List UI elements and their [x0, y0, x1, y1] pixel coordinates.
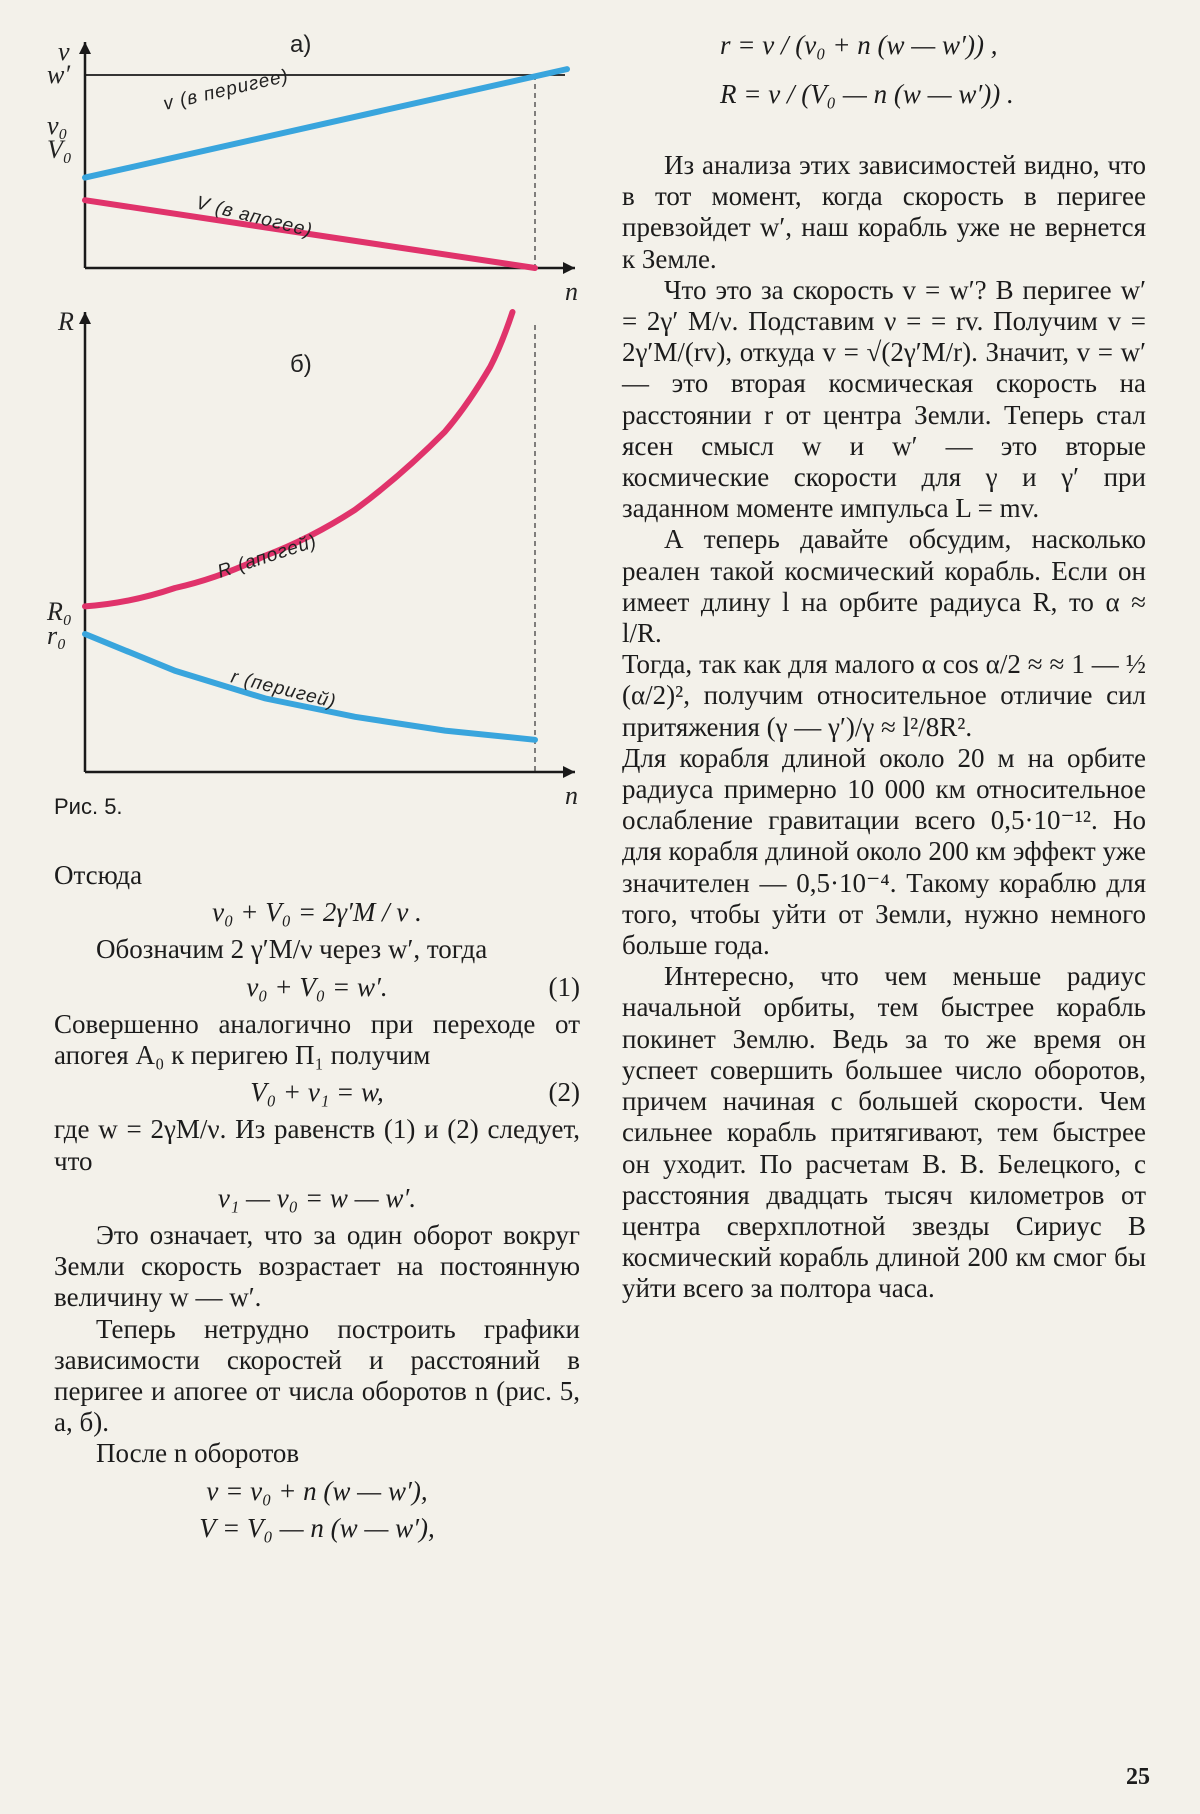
y-axis-label: R [58, 307, 74, 336]
right-column [622, 150, 1146, 1305]
paragraph: Обозначим 2 γ′M/ν через w′, тогда [96, 934, 488, 965]
equation-r: r = ν / (v₀ + n (w — w′)) , [720, 30, 998, 60]
equation-R: R = ν / (V₀ — n (w — w′)) . [720, 79, 1014, 109]
paragraph: Теперь нетрудно построить графики зависимости скоростей и расстояний в перигее и апогее от числа оборотов n (рис. 5, а, б). [54, 1313, 580, 1438]
paragraph: Что это за скорость v = w′? В перигее w′ = 2γ′ M/ν. Подставим ν = = rv. Получим v = 2γ′M/(rv), откуда v = √(2γ′M/r). Значит, v = w′ — это вторая космическая скорость на расстоянии r от центра Земли. Теперь стал ясен смысл w и w′ — это вторые космические скорости для γ и γ′ при заданном моменте импульса L = mv. [622, 274, 1146, 524]
y-tick-label: V₀ [47, 135, 72, 164]
equation-numbered [54, 972, 580, 1003]
equation: v₁ — v₀ = w — w′. [217, 1182, 417, 1213]
paragraph: После n оборотов [96, 1438, 300, 1469]
y-axis-arrow [79, 42, 91, 54]
top-right-equations [720, 30, 1140, 128]
series-label: r (перигей) [228, 666, 339, 713]
equation: V = V₀ — n (w — w′), [199, 1512, 435, 1543]
equation-body: v₀ + V₀ = w′. [246, 971, 388, 1002]
paragraph: где w = 2γM/ν. Из равенств (1) и (2) следует, что [54, 1114, 580, 1176]
equation: v = v₀ + n (w — w′), [206, 1475, 428, 1506]
y-tick-label: r₀ [47, 621, 67, 650]
equation-body: V₀ + v₁ = w, [250, 1077, 384, 1108]
y-axis-label: v [58, 37, 70, 66]
page-number: 25 [1126, 1764, 1150, 1790]
x-axis-arrow [563, 262, 575, 274]
y-tick-label: w′ [47, 60, 71, 89]
paragraph: А теперь давайте обсудим, насколько реален такой космический корабль. Если он имеет длину l на орбите радиуса R, то α ≈ l/R. [622, 524, 1146, 649]
left-column [54, 860, 580, 1550]
paragraph: Из анализа этих зависимостей видно, что в тот момент, когда скорость в перигее превзойдет w′, наш корабль уже не вернется к Земле. [622, 150, 1146, 274]
paragraph: Тогда, так как для малого α cos α/2 ≈ ≈ 1 — ½ (α/2)², получим относительное отличие сил притяжения (γ — γ′)/γ ≈ l²/8R². [622, 649, 1146, 742]
x-axis-label: n [565, 277, 578, 306]
figure-5 [40, 30, 610, 810]
y-tick-label: v₀ [47, 111, 68, 140]
figure-svg [40, 30, 610, 810]
series-line [85, 69, 567, 177]
panel-label: б) [290, 351, 312, 378]
equation-number: (1) [548, 971, 580, 1002]
series-label: v (в перигее) [161, 65, 291, 115]
paragraph: Интересно, что чем меньше радиус начальной орбиты, тем быстрее корабль покинет Землю. Ведь за то же время он успеет совершить большее число оборотов, причем начиная с большей скорости. Чем сильнее корабль притягивают, тем быстрее он уходит. По расчетам В. В. Белецкого, с расстояния двадцать тысяч километров от центра сверхплотной звезды Сириус В космический корабль длиной 200 км смог бы уйти всего за полтора часа. [622, 961, 1146, 1304]
paragraph: Для корабля длиной около 20 м на орбите радиуса примерно 10 000 км относительное ослабление гравитации всего 0,5·10⁻¹². Но для корабля длиной около 200 км эффект уже значителен — 0,5·10⁻⁴. Такому кораблю для того, чтобы уйти от Земли, нужно немного больше года. [622, 742, 1146, 961]
panel-label: а) [290, 31, 312, 58]
equation-number: (2) [548, 1077, 580, 1108]
equation-numbered [54, 1077, 580, 1108]
y-tick-label: R₀ [47, 597, 72, 626]
paragraph: Совершенно аналогично при переходе от апогея А₀ к перигею П₁ получим [54, 1008, 580, 1071]
series-label: V (в апогее) [193, 192, 315, 242]
paragraph: Это означает, что за один оборот вокруг Земли скорость возрастает на постоянную величину w — w′. [54, 1220, 580, 1313]
x-axis-arrow [563, 766, 575, 778]
y-axis-arrow [79, 312, 91, 324]
figure-caption: Рис. 5. [54, 794, 123, 819]
x-axis-label: n [565, 781, 578, 810]
series-label: R (апогей) [215, 530, 320, 583]
paragraph: Отсюда [54, 860, 143, 890]
equation: v₀ + V₀ = 2γ′M / ν . [212, 897, 422, 928]
